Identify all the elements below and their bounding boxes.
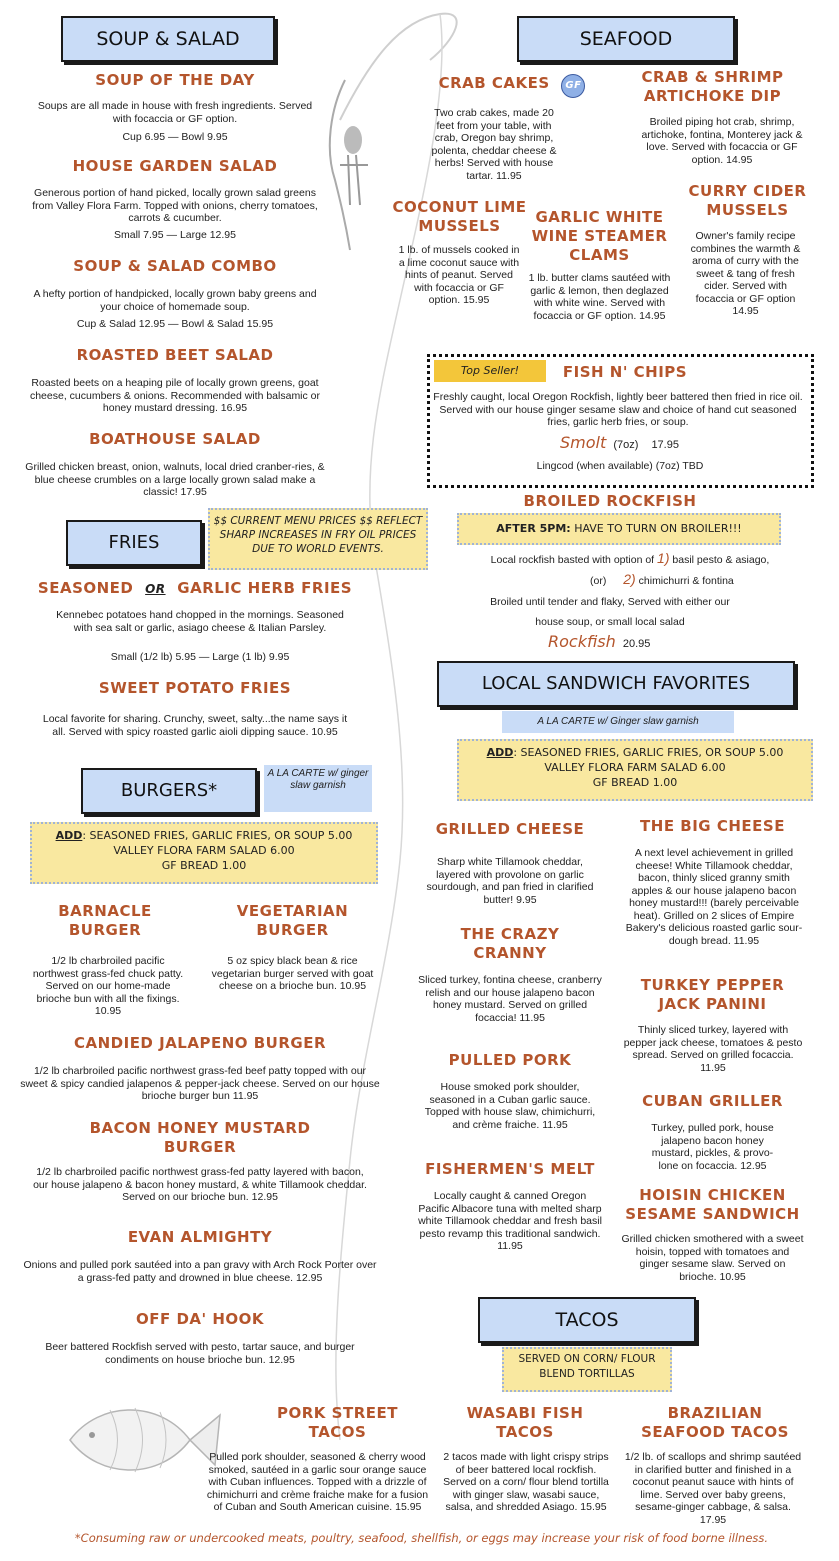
burgers-add-line3: GF BREAD 1.00 xyxy=(161,859,247,872)
melt-title: FISHERMEN'S MELT xyxy=(425,1160,595,1178)
jalapeno-title: CANDIED JALAPENO BURGER xyxy=(73,1034,327,1052)
tacos-header: TACOS xyxy=(478,1297,696,1343)
fish-sketch-bottom xyxy=(70,1408,220,1472)
veggie-title: VEGETARIAN BURGER xyxy=(236,902,349,939)
jalapeno-desc: 1/2 lb charbroiled pacific northwest grass-fed beef patty topped with our sweet & spicy candied jalapenos & pepper-jack cheese. Served on our house brioche burger bun 11.95 xyxy=(20,1065,380,1102)
or-label: OR xyxy=(145,582,166,596)
combo-title: SOUP & SALAD COMBO xyxy=(73,257,277,275)
sandwich-add-line1 xyxy=(459,745,811,760)
after-5pm-label: AFTER 5PM: xyxy=(496,522,571,535)
panini-desc: Thinly sliced turkey, layered with pepper jack cheese, tomatoes & pesto spread. Served on grilled focaccia. 11.95 xyxy=(623,1024,803,1074)
panini-title: TURKEY PEPPER JACK PANINI xyxy=(640,976,785,1013)
rockfish-price-line xyxy=(548,632,748,651)
pulled-pork-desc: House smoked pork shoulder, seasoned in a Cuban garlic sauce. Topped with house slaw, chimichurri, and crème fraiche. 11.95 xyxy=(424,1081,596,1131)
sweet-potato-desc: Local favorite for sharing. Crunchy, sweet, salty...the name says it all. Served with spicy roasted garlic aioli dipping sauce. 10.95 xyxy=(42,713,348,738)
burgers-add-label: ADD xyxy=(55,829,83,842)
seasoned-fries-price: Small (1/2 lb) 5.95 — Large (1 lb) 9.95 xyxy=(110,651,290,663)
seasoned-fries-title xyxy=(20,579,370,599)
fry-oil-notice: $$ CURRENT MENU PRICES $$ REFLECT SHARP INCREASES IN FRY OIL PRICES DUE TO WORLD EVENTS. xyxy=(208,508,428,570)
combo-desc: A hefty portion of handpicked, locally grown baby greens and your choice of homemade soup. xyxy=(33,288,317,313)
hoisin-desc: Grilled chicken smothered with a sweet hoisin, topped with tomatoes and ginger sesame slaw. Served on brioche. 10.95 xyxy=(621,1233,804,1283)
coconut-desc: 1 lb. of mussels cooked in a lime coconut sauce with hints of peanut. Served with focaccia or GF option. 15.95 xyxy=(398,244,520,306)
tacos-served-box: SERVED ON CORN/ FLOUR BLEND TORTILLAS xyxy=(502,1347,672,1392)
evan-desc: Onions and pulled pork sautéed into a pan gravy with Arch Rock Porter over a grass-fed patty and drowned in blue cheese. 12.95 xyxy=(23,1259,377,1284)
wasabi-tacos-desc: 2 tacos made with light crispy strips of beer battered local rockfish. Served on a corn/ flour blend tortilla with ginger slaw, wasabi sauce, salsa, and shredded Asiago. 15.95 xyxy=(443,1451,609,1513)
beet-salad-title: ROASTED BEET SALAD xyxy=(76,346,274,364)
bacon-desc: 1/2 lb charbroiled pacific northwest grass-fed patty layered with bacon, our house jalapeno & bacon honey mustard, & white Tillamook cheddar. Served on our brioche bun. 12.95 xyxy=(33,1166,367,1203)
beet-salad-desc: Roasted beets on a heaping pile of locally grown greens, goat cheese, cucumbers & onions. Recommended with balsamic or honey mustard dressing. 16.95 xyxy=(29,377,321,414)
seasoned-label: SEASONED xyxy=(37,579,134,597)
broiled-option1 xyxy=(440,550,820,566)
option1-num: 1) xyxy=(657,550,670,566)
hoisin-title: HOISIN CHICKEN SESAME SANDWICH xyxy=(625,1186,800,1223)
cuban-title: CUBAN GRILLER xyxy=(642,1092,783,1110)
after-5pm-text: HAVE TO TURN ON BROILER!!! xyxy=(574,522,742,535)
veggie-desc: 5 oz spicy black bean & rice vegetarian burger served with goat cheese on a brioche bun. 10.95 xyxy=(211,955,374,992)
rockfish-price: 20.95 xyxy=(622,638,651,650)
sandwich-add-line3: GF BREAD 1.00 xyxy=(592,776,678,789)
option1-pre: Local rockfish basted with option of xyxy=(490,554,655,566)
grilled-cheese-desc: Sharp white Tillamook cheddar, layered with provolone on garlic sourdough, and pan fried in clarified butter! 9.95 xyxy=(426,856,594,906)
seafood-header: SEAFOOD xyxy=(517,16,735,62)
melt-desc: Locally caught & canned Oregon Pacific Albacore tuna with melted sharp white Tillamook cheddar and fresh basil pesto revamp this traditional sandwich. 11.95 xyxy=(418,1190,602,1252)
clams-title: GARLIC WHITE WINE STEAMER CLAMS xyxy=(531,208,668,264)
soup-of-day-price: Cup 6.95 — Bowl 9.95 xyxy=(122,131,228,143)
offda-desc: Beer battered Rockfish served with pesto, tartar sauce, and burger condiments on house brioche bun. 12.95 xyxy=(45,1341,355,1366)
boathouse-desc: Grilled chicken breast, onion, walnuts, local dried cranber-ries, & blue cheese crumbles on a large locally grown salad make a classic! 17.95 xyxy=(25,461,325,498)
coconut-title: COCONUT LIME MUSSELS xyxy=(392,198,527,235)
sandwich-add-line2: VALLEY FLORA FARM SALAD 6.00 xyxy=(544,761,726,774)
wasabi-tacos-title: WASABI FISH TACOS xyxy=(466,1404,584,1441)
smolt-price: 17.95 xyxy=(651,439,679,451)
broiled-desc: Broiled until tender and flaky, Served with either our house soup, or small local salad xyxy=(490,596,730,628)
sandwich-a-la-carte: A LA CARTE w/ Ginger slaw garnish xyxy=(502,711,734,733)
option2-num: 2) xyxy=(623,571,636,587)
broiled-option2 xyxy=(590,571,790,587)
pork-tacos-title: PORK STREET TACOS xyxy=(277,1404,398,1441)
lingcod-line: Lingcod (when available) (7oz) TBD xyxy=(536,460,704,472)
sweet-potato-title: SWEET POTATO FRIES xyxy=(98,679,292,697)
crab-dip-desc: Broiled piping hot crab, shrimp, artichoke, fontina, Monterey jack & love. Served with focaccia or GF option. 14.95 xyxy=(641,116,803,166)
soup-of-day-desc: Soups are all made in house with fresh ingredients. Served with focaccia or GF option. xyxy=(37,100,313,125)
sandwich-header: LOCAL SANDWICH FAVORITES xyxy=(437,661,795,707)
big-cheese-desc: A next level achievement in grilled cheese! White Tillamook cheddar, bacon, thinly sliced granny smith apples & our house jalapeno bacon honey mustard!!! (barely perceivable heat). Grilled on 2 slices of Empire Bakery's delicious roasted garlic sour-dough bread. 11.95 xyxy=(625,847,803,947)
brazil-tacos-title: BRAZILIAN SEAFOOD TACOS xyxy=(641,1404,789,1441)
burgers-add-line1 xyxy=(32,828,376,843)
option1-text: basil pesto & asiago, xyxy=(672,554,770,566)
curry-desc: Owner's family recipe combines the warmth & aroma of curry with the sweet & tang of fresh cider. Served with focaccia or GF option 14.95 xyxy=(690,230,801,317)
garden-salad-title: HOUSE GARDEN SALAD xyxy=(72,157,278,175)
soup-of-day-title: SOUP OF THE DAY xyxy=(95,71,255,89)
crab-cakes-label: CRAB CAKES xyxy=(438,74,550,92)
smolt-label: Smolt xyxy=(560,433,607,452)
curry-title: CURRY CIDER MUSSELS xyxy=(688,182,807,219)
option2-pre: (or) xyxy=(590,575,607,587)
burgers-header: BURGERS* xyxy=(81,768,257,814)
barnacle-desc: 1/2 lb charbroiled pacific northwest grass-fed chuck patty. Served on our home-made brioche bun with all the fixings. 10.95 xyxy=(32,955,184,1017)
burgers-add-box xyxy=(30,822,378,884)
burgers-add-text: : SEASONED FRIES, GARLIC FRIES, OR SOUP 5.00 xyxy=(82,829,353,842)
smolt-line xyxy=(560,433,760,452)
sandwich-add-label: ADD xyxy=(486,746,514,759)
top-seller-badge: Top Seller! xyxy=(434,360,546,382)
grilled-cheese-title: GRILLED CHEESE xyxy=(435,820,585,838)
fish-chips-desc: Freshly caught, local Oregon Rockfish, lightly beer battered then fried in rice oil. Served with our house ginger sesame slaw and choice of hand cut seasoned fries, garlic herb fries, or soup. xyxy=(433,391,803,428)
burgers-add-line2: VALLEY FLORA FARM SALAD 6.00 xyxy=(113,844,295,857)
fries-header: FRIES xyxy=(66,520,202,566)
rockfish-label: Rockfish xyxy=(548,632,616,651)
crazy-cranny-title: THE CRAZY CRANNY xyxy=(460,925,560,962)
garden-salad-price: Small 7.95 — Large 12.95 xyxy=(114,229,236,241)
sandwich-add-box xyxy=(457,739,813,801)
seasoned-fries-desc: Kennebec potatoes hand chopped in the mornings. Seasoned with sea salt or garlic, asiago cheese & Italian Parsley. xyxy=(56,609,344,634)
soup-salad-header: SOUP & SALAD xyxy=(61,16,275,62)
sandwich-add-text: : SEASONED FRIES, GARLIC FRIES, OR SOUP 5.00 xyxy=(513,746,784,759)
evan-title: EVAN ALMIGHTY xyxy=(127,1228,273,1246)
garden-salad-desc: Generous portion of hand picked, locally grown salad greens from Valley Flora Farm. Topped with onions, cherry tomatoes, carrots & cucumber. xyxy=(32,187,318,224)
cuban-desc: Turkey, pulled pork, house jalapeno bacon honey mustard, pickles, & provo-lone on focaccia. 12.95 xyxy=(651,1122,774,1172)
burgers-a-la-carte: A LA CARTE w/ ginger slaw garnish xyxy=(264,765,372,812)
smolt-size: (7oz) xyxy=(613,439,639,451)
food-safety-footer: *Consuming raw or undercooked meats, poultry, seafood, shellfish, or eggs may increase your risk of food borne illness. xyxy=(74,1531,769,1545)
barnacle-title: BARNACLE BURGER xyxy=(58,902,152,939)
crab-dip-title: CRAB & SHRIMP ARTICHOKE DIP xyxy=(641,68,784,105)
broiled-title: BROILED ROCKFISH xyxy=(523,492,697,510)
offda-title: OFF DA' HOOK xyxy=(135,1310,265,1328)
option2-text: chimichurri & fontina xyxy=(638,575,734,587)
after-5pm-box xyxy=(457,513,781,545)
gf-badge: GF xyxy=(561,74,585,98)
garlic-herb-label: GARLIC HERB FRIES xyxy=(177,579,353,597)
bacon-title: BACON HONEY MUSTARD BURGER xyxy=(89,1119,311,1156)
pulled-pork-title: PULLED PORK xyxy=(448,1051,572,1069)
brazil-tacos-desc: 1/2 lb. of scallops and shrimp sautéed in clarified butter and finished in a coconut peanut sauce with hints of lime. Served over baby greens, sesame-ginger cabbage, & salsa. 17.95 xyxy=(624,1451,802,1526)
boathouse-title: BOATHOUSE SALAD xyxy=(89,430,261,448)
crazy-cranny-desc: Sliced turkey, fontina cheese, cranberry relish and our house jalapeno bacon honey mustard. Served on grilled focaccia! 11.95 xyxy=(418,974,602,1024)
crab-cakes-title xyxy=(432,74,592,98)
pork-tacos-desc: Pulled pork shoulder, seasoned & cherry wood smoked, sautéed in a garlic sour orange sauce with Cuban influences. Topped with a drizzle of chimichurri and crème fraiche make for a fusion of Cuban and South American cuisine. 15.95 xyxy=(206,1451,429,1513)
clams-desc: 1 lb. butter clams sautéed with garlic & lemon, then deglazed with white wine. Served with focaccia or GF option. 14.95 xyxy=(528,272,671,322)
combo-price: Cup & Salad 12.95 — Bowl & Salad 15.95 xyxy=(76,318,274,330)
fish-chips-title: FISH N' CHIPS xyxy=(562,363,688,381)
crab-cakes-desc: Two crab cakes, made 20 feet from your table, with crab, Oregon bay shrimp, polenta, cheddar cheese & herbs! Served with house tartar. 11.95 xyxy=(431,107,557,182)
big-cheese-title: THE BIG CHEESE xyxy=(640,817,785,835)
